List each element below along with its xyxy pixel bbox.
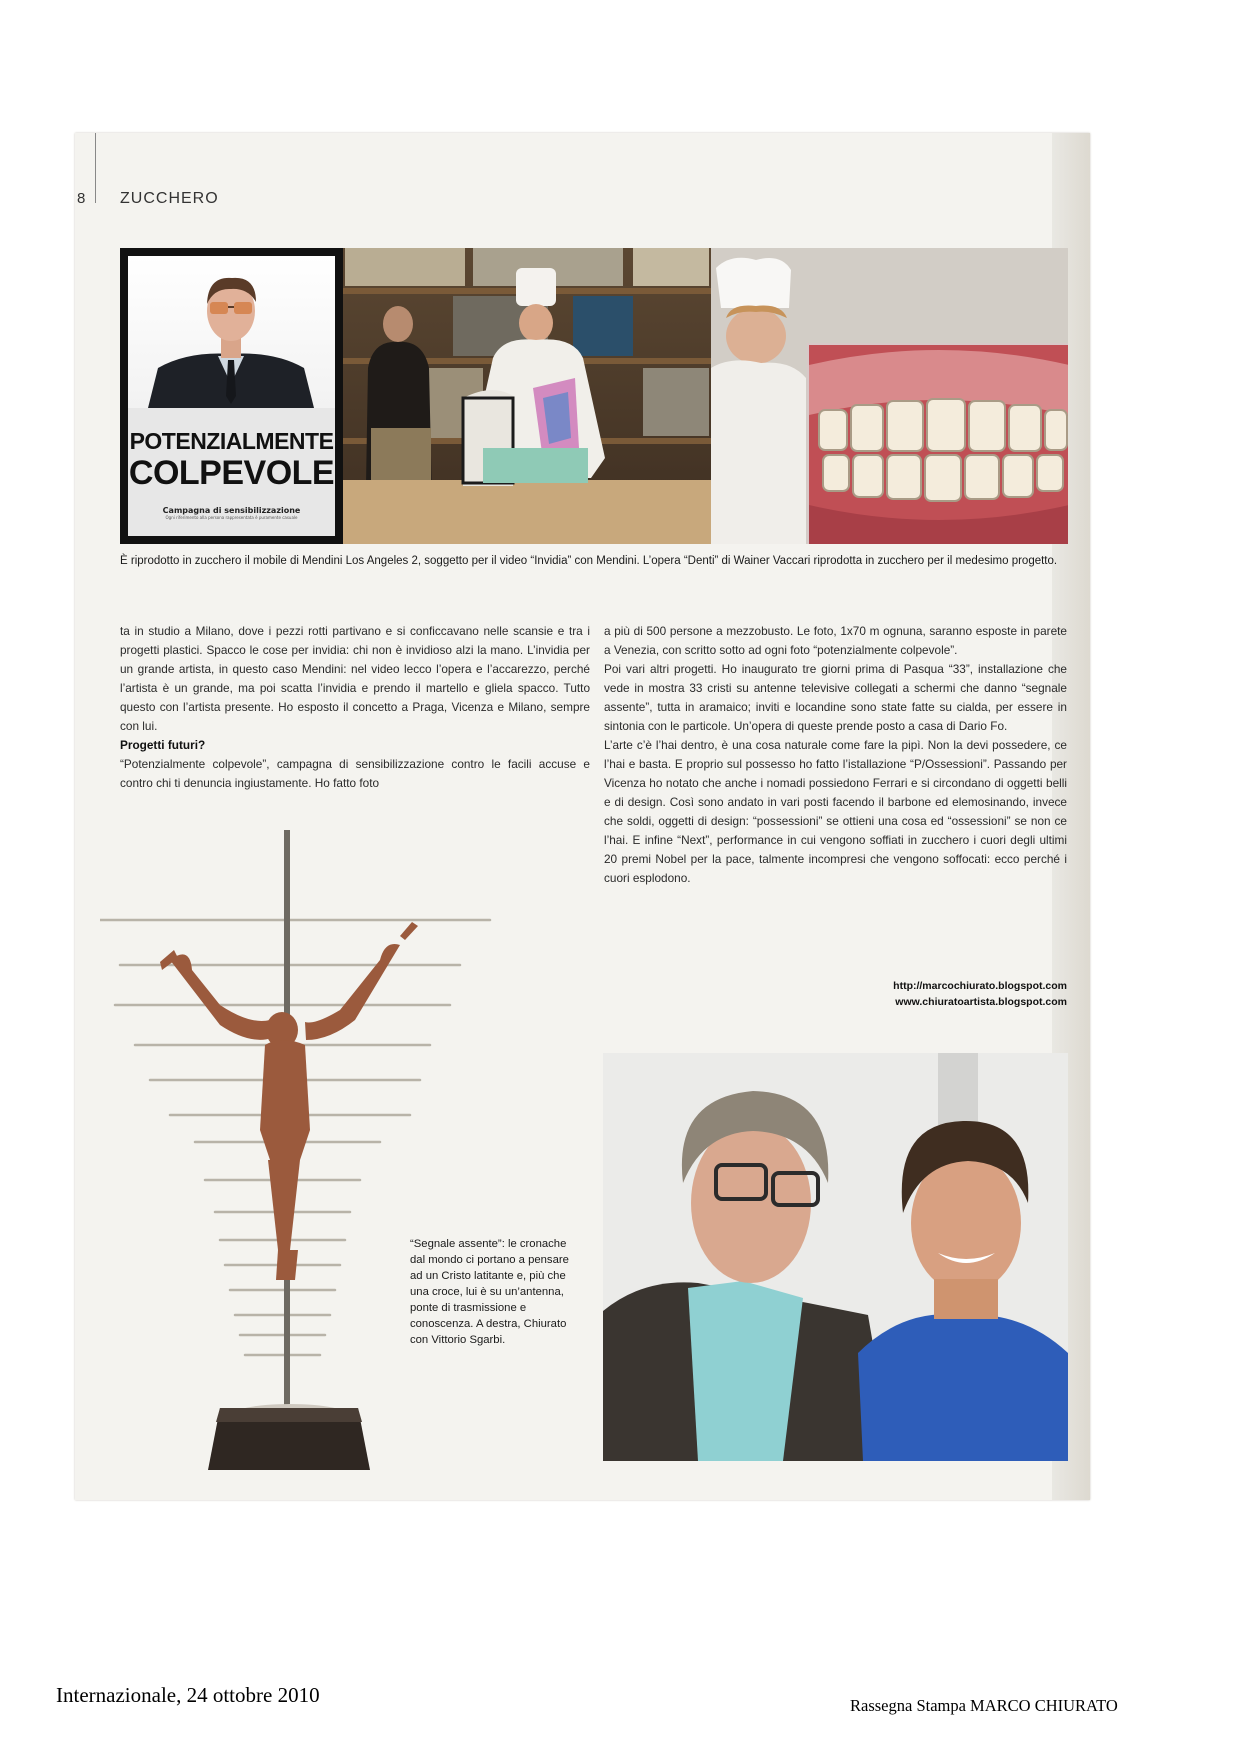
portrait-photo <box>603 1053 1068 1461</box>
page-number: 8 <box>77 190 86 207</box>
right-paragraph-2: Poi vari altri progetti. Ho inaugurato tre giorni prima di Pasqua “33”, installazione che vede in mostra 33 cristi su antenne televisive collegati a schermi che danno “segnale assente”, tutta in aramaico; inviti e locandine sono state fatte su cialda, per essere in sintonia con le particole. Un’opera di queste prende posto a casa di Dario Fo. <box>604 662 1067 733</box>
teeth-sculpture <box>807 343 1068 544</box>
crucifix-antenna-sculpture <box>100 830 500 1480</box>
right-paragraph-1: a più di 500 persone a mezzobusto. Le foto, 1x70 m ognuna, saranno esposte in parete a Venezia, con scritto sotto ad ogni foto “potenzialmente colpevole”. <box>604 624 1067 657</box>
blog-link-1[interactable]: http://marcochiurato.blogspot.com <box>893 980 1067 992</box>
poster-subtitle: Campagna di sensibilizzazione <box>162 506 301 515</box>
poster-title-line2: COLPEVOLE <box>128 454 335 492</box>
left-paragraph-1: ta in studio a Milano, dove i pezzi rotti partivano e si conficcavano nelle scansie e tra i progetti plastici. Spacco le cose per invidia: chi non è invidioso alzi la mano. L’invidia per un grande artista, in questo caso Mendini: nel video lecco l’opera e l’accarezzo, perché l’artista è un grande, ma poi scatta l’invidia e prendo il martello e gliela spacco. Tutto questo con l’artista presente. Ho esposto il concetto a Praga, Vicenza e Milano, sempre con lui. <box>120 624 590 733</box>
right-paragraph-3: L’arte c’è l’hai dentro, è una cosa naturale come fare la pipì. Non la devi possedere, ce l’hai e basta. E proprio sul possesso ho fatto l’istallazione “P/Ossessioni”. Passando per Vicenza ho notato che anche i nomadi possiedono Ferrari e si circondano di oggetti belli e di design. Così sono andato in vari posti facendo il barbone ed elemosinando, invece che soldi, oggetti di design: “possessioni” se ottieni una cosa ed “ossessioni” se non ce l’hai. E infine “Next”, performance in cui vengono soffiati in zucchero i cuori degli ultimi 20 premi Nobel per la pace, talmente incompresi che vengono soffocati: ecco perché i cuori esplodono. <box>604 738 1067 885</box>
footer-source: Internazionale, 24 ottobre 2010 <box>56 1683 320 1707</box>
right-text-column <box>604 622 1067 888</box>
interview-question: Progetti futuri? <box>120 738 206 752</box>
blog-links <box>760 978 1067 1010</box>
blog-link-2[interactable]: www.chiuratoartista.blogspot.com <box>895 996 1067 1008</box>
portrait-caption-text: A destra, Chiurato con Vittorio Sgarbi. <box>410 1318 567 1346</box>
poster-title-line1: POTENZIALMENTE <box>129 428 334 454</box>
footer-press-review: Rassegna Stampa MARCO CHIURATO <box>850 1696 1118 1715</box>
photo-caption: È riprodotto in zucchero il mobile di Mendini Los Angeles 2, soggetto per il video “Invidia” con Mendini. L’opera “Denti” di Wainer Vaccari riprodotta in zucchero per il medesimo progetto. <box>120 555 1058 567</box>
sculpture-caption <box>410 1236 575 1348</box>
poster-fineprint: Ogni riferimento alla persona rappresentata è puramente casuale <box>165 515 298 520</box>
sculpture-caption-text: “Segnale assente”: le cronache dal mondo ci portano a pensare ad un Cristo latitante e, più che una croce, lui è su un’antenna, ponte di trasmissione e conoscenza. <box>410 1238 569 1330</box>
left-text-column <box>120 622 590 793</box>
left-paragraph-2: “Potenzialmente colpevole”, campagna di sensibilizzazione contro le facili accuse e contro chi ti denuncia ingiustamente. Ho fatto foto <box>120 757 590 790</box>
poster-image <box>120 248 343 544</box>
studio-photo <box>343 248 711 544</box>
poster-title-block <box>128 408 335 536</box>
page-margin-rule <box>95 133 96 203</box>
section-title: ZUCCHERO <box>120 190 219 207</box>
poster-portrait-photo <box>128 256 335 408</box>
teeth-artwork-photo <box>711 248 1068 544</box>
